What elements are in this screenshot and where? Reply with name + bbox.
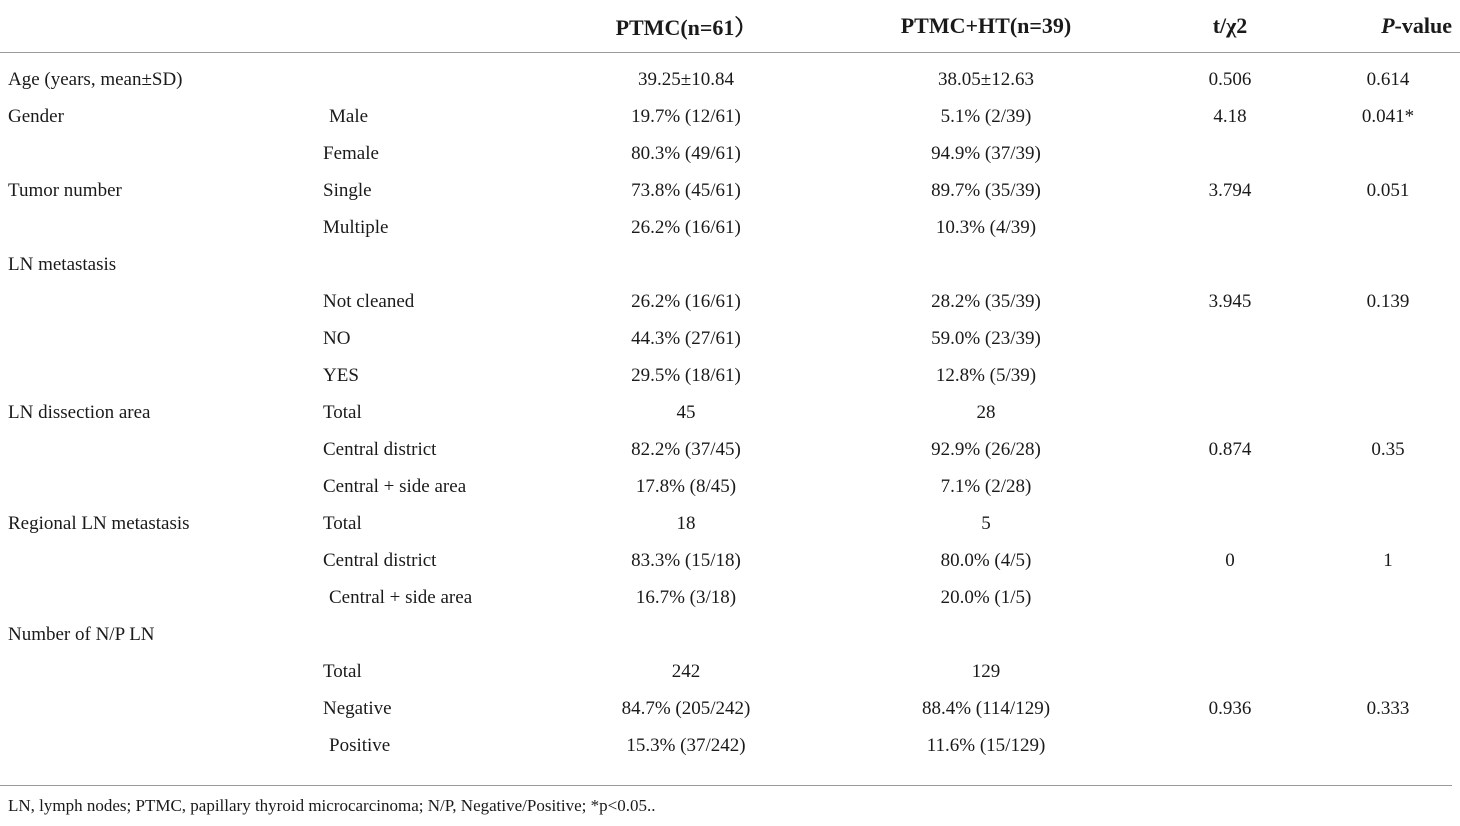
table-row bbox=[0, 653, 1460, 690]
cell-p-value: 0.35 bbox=[1371, 438, 1405, 460]
cell-statistic bbox=[1174, 357, 1286, 394]
cell-ptmc-ht: 80.0% (4/5) bbox=[940, 549, 1032, 571]
cell-characteristic bbox=[0, 135, 316, 172]
header-p-italic: P bbox=[1381, 13, 1395, 38]
cell-ptmc-ht: 28.2% (35/39) bbox=[931, 290, 1041, 312]
cell-ptmc-ht: 10.3% (4/39) bbox=[935, 216, 1037, 238]
cell-p-value bbox=[1286, 505, 1460, 542]
cell-characteristic bbox=[0, 542, 316, 579]
cell-characteristic: Gender bbox=[8, 105, 64, 127]
cell-statistic bbox=[1174, 394, 1286, 431]
cell-characteristic bbox=[0, 320, 316, 357]
table-row bbox=[0, 53, 1460, 99]
cell-ptmc: 15.3% (37/242) bbox=[626, 734, 746, 756]
cell-ptmc: 29.5% (18/61) bbox=[631, 364, 741, 386]
cell-ptmc-ht bbox=[798, 616, 1174, 653]
cell-statistic bbox=[1174, 727, 1286, 764]
cell-characteristic bbox=[0, 579, 316, 616]
cell-p-value: 0.051 bbox=[1366, 179, 1410, 201]
cell-ptmc: 39.25±10.84 bbox=[638, 68, 734, 90]
cell-ptmc-ht: 28 bbox=[976, 401, 996, 423]
cell-statistic bbox=[1174, 135, 1286, 172]
cell-subgroup: Central district bbox=[323, 549, 437, 571]
cell-ptmc: 82.2% (37/45) bbox=[631, 438, 741, 460]
table-row bbox=[0, 690, 1460, 727]
cell-subgroup bbox=[316, 53, 574, 99]
cell-characteristic bbox=[0, 468, 316, 505]
cell-characteristic bbox=[0, 653, 316, 690]
cell-ptmc: 84.7% (205/242) bbox=[621, 697, 751, 719]
cell-ptmc: 26.2% (16/61) bbox=[631, 216, 741, 238]
cell-statistic: 0.506 bbox=[1208, 68, 1252, 90]
cell-ptmc: 18 bbox=[676, 512, 696, 534]
cell-subgroup bbox=[316, 616, 574, 653]
cell-p-value: 0.041* bbox=[1361, 105, 1415, 127]
cell-ptmc: 26.2% (16/61) bbox=[631, 290, 741, 312]
cell-ptmc: 16.7% (3/18) bbox=[635, 586, 737, 608]
cell-subgroup: Not cleaned bbox=[323, 290, 415, 312]
cell-subgroup: Negative bbox=[323, 697, 392, 719]
cell-characteristic bbox=[0, 690, 316, 727]
table-row bbox=[0, 468, 1460, 505]
cell-ptmc-ht: 7.1% (2/28) bbox=[940, 475, 1032, 497]
cell-subgroup: YES bbox=[323, 364, 359, 386]
cell-p-value bbox=[1286, 616, 1460, 653]
cell-ptmc-ht: 88.4% (114/129) bbox=[921, 697, 1051, 719]
cell-ptmc-ht: 59.0% (23/39) bbox=[931, 327, 1041, 349]
table-bottom-rule bbox=[0, 785, 1452, 786]
cell-p-value bbox=[1286, 357, 1460, 394]
cell-ptmc-ht: 129 bbox=[971, 660, 1001, 682]
header-ptmc: PTMC(n=61） bbox=[574, 0, 798, 53]
cell-statistic: 4.18 bbox=[1213, 105, 1247, 127]
cell-p-value bbox=[1286, 135, 1460, 172]
cell-p-value bbox=[1286, 209, 1460, 246]
header-subgroup bbox=[316, 0, 574, 53]
cell-subgroup: Central + side area bbox=[329, 586, 473, 608]
cell-characteristic: Age (years, mean±SD) bbox=[8, 68, 183, 90]
cell-p-value bbox=[1286, 320, 1460, 357]
cell-p-value bbox=[1286, 727, 1460, 764]
cell-statistic: 0.936 bbox=[1208, 697, 1252, 719]
header-p-rest: -value bbox=[1394, 13, 1452, 38]
cell-ptmc-ht: 20.0% (1/5) bbox=[940, 586, 1032, 608]
header-ptmc-ht: PTMC+HT(n=39) bbox=[798, 0, 1174, 53]
cell-characteristic bbox=[0, 283, 316, 320]
cell-subgroup: Total bbox=[323, 660, 362, 682]
table-body bbox=[0, 53, 1460, 765]
table-row bbox=[0, 320, 1460, 357]
cell-characteristic: Number of N/P LN bbox=[8, 623, 155, 645]
table-row bbox=[0, 172, 1460, 209]
cell-ptmc-ht: 89.7% (35/39) bbox=[931, 179, 1041, 201]
cell-statistic: 0.874 bbox=[1208, 438, 1252, 460]
cell-p-value bbox=[1286, 394, 1460, 431]
cell-statistic bbox=[1174, 468, 1286, 505]
table-row bbox=[0, 727, 1460, 764]
cell-p-value bbox=[1286, 246, 1460, 283]
cell-subgroup: Central district bbox=[323, 438, 437, 460]
cell-subgroup: Positive bbox=[329, 734, 391, 756]
cell-ptmc: 83.3% (15/18) bbox=[631, 549, 741, 571]
cell-p-value bbox=[1286, 579, 1460, 616]
cell-subgroup: NO bbox=[323, 327, 351, 349]
cell-statistic bbox=[1174, 209, 1286, 246]
table-row bbox=[0, 542, 1460, 579]
cell-characteristic: LN metastasis bbox=[8, 253, 117, 275]
table-row bbox=[0, 394, 1460, 431]
cell-ptmc-ht: 94.9% (37/39) bbox=[931, 142, 1041, 164]
cell-subgroup bbox=[316, 246, 574, 283]
table-row bbox=[0, 98, 1460, 135]
cell-ptmc bbox=[574, 616, 798, 653]
cell-statistic: 0 bbox=[1225, 549, 1235, 571]
cell-ptmc: 242 bbox=[671, 660, 701, 682]
cell-statistic bbox=[1174, 505, 1286, 542]
cell-statistic bbox=[1174, 246, 1286, 283]
cell-p-value: 0.614 bbox=[1366, 68, 1410, 90]
cell-statistic bbox=[1174, 320, 1286, 357]
cell-statistic: 3.945 bbox=[1208, 290, 1252, 312]
header-row bbox=[0, 0, 1460, 53]
cell-ptmc: 17.8% (8/45) bbox=[635, 475, 737, 497]
cell-characteristic: Regional LN metastasis bbox=[8, 512, 190, 534]
cell-ptmc-ht: 11.6% (15/129) bbox=[926, 734, 1046, 756]
cell-subgroup: Single bbox=[323, 179, 372, 201]
cell-ptmc-ht: 38.05±12.63 bbox=[938, 68, 1034, 90]
cell-ptmc: 44.3% (27/61) bbox=[631, 327, 741, 349]
header-statistic: t/χ2 bbox=[1174, 0, 1286, 53]
table-row bbox=[0, 616, 1460, 653]
table-row bbox=[0, 357, 1460, 394]
cell-subgroup: Male bbox=[329, 105, 369, 127]
cell-characteristic: LN dissection area bbox=[8, 401, 151, 423]
table-row bbox=[0, 579, 1460, 616]
cell-characteristic bbox=[0, 727, 316, 764]
cell-ptmc-ht bbox=[798, 246, 1174, 283]
cell-statistic: 3.794 bbox=[1208, 179, 1252, 201]
cell-ptmc: 45 bbox=[676, 401, 696, 423]
table-row bbox=[0, 135, 1460, 172]
cell-ptmc-ht: 12.8% (5/39) bbox=[935, 364, 1037, 386]
cell-statistic bbox=[1174, 579, 1286, 616]
cell-statistic bbox=[1174, 616, 1286, 653]
table-footnote: LN, lymph nodes; PTMC, papillary thyroid microcarcinoma; N/P, Negative/Positive; *p<0.05.. bbox=[8, 796, 656, 815]
table-row bbox=[0, 431, 1460, 468]
cell-p-value: 0.139 bbox=[1366, 290, 1410, 312]
cell-subgroup: Total bbox=[323, 401, 362, 423]
table-row bbox=[0, 283, 1460, 320]
cell-ptmc bbox=[574, 246, 798, 283]
cell-characteristic: Tumor number bbox=[8, 179, 122, 201]
cell-ptmc-ht: 92.9% (26/28) bbox=[931, 438, 1041, 460]
cell-characteristic bbox=[0, 357, 316, 394]
cell-subgroup: Total bbox=[323, 512, 362, 534]
cell-p-value: 0.333 bbox=[1366, 697, 1410, 719]
table-row bbox=[0, 246, 1460, 283]
cell-characteristic bbox=[0, 431, 316, 468]
cell-characteristic bbox=[0, 209, 316, 246]
cell-subgroup: Multiple bbox=[323, 216, 389, 238]
table-row bbox=[0, 209, 1460, 246]
cell-ptmc: 73.8% (45/61) bbox=[631, 179, 741, 201]
cell-ptmc: 19.7% (12/61) bbox=[631, 105, 741, 127]
cell-ptmc: 80.3% (49/61) bbox=[631, 142, 741, 164]
cell-subgroup: Central + side area bbox=[323, 475, 467, 497]
table-header bbox=[0, 0, 1460, 53]
header-characteristic bbox=[0, 0, 316, 53]
cell-ptmc-ht: 5.1% (2/39) bbox=[940, 105, 1032, 127]
table-row bbox=[0, 505, 1460, 542]
cell-p-value: 1 bbox=[1383, 549, 1393, 571]
header-p-value bbox=[1286, 0, 1460, 53]
cell-p-value bbox=[1286, 468, 1460, 505]
cell-subgroup: Female bbox=[323, 142, 379, 164]
cell-statistic bbox=[1174, 653, 1286, 690]
cell-ptmc-ht: 5 bbox=[981, 512, 991, 534]
cell-p-value bbox=[1286, 653, 1460, 690]
